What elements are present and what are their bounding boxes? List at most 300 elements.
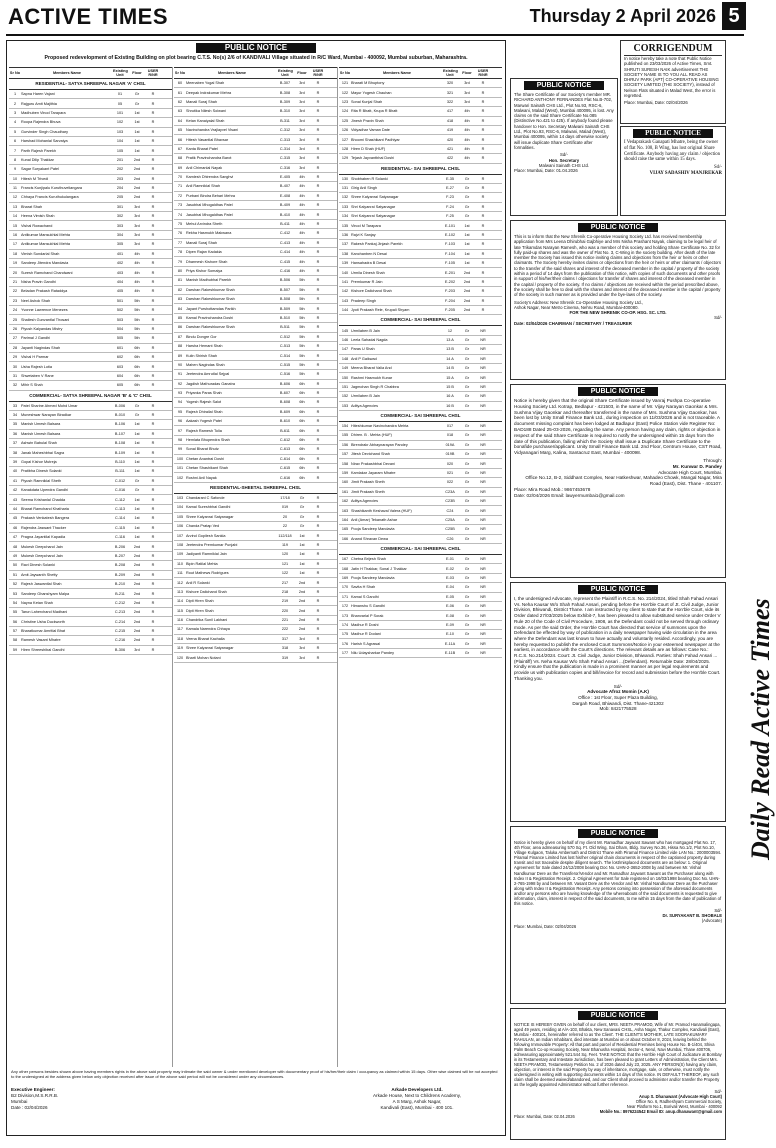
table-cell: 128 <box>341 146 349 151</box>
table-cell: 152 <box>341 394 349 399</box>
table-cell: 2nd <box>133 610 141 615</box>
table-row <box>339 203 502 212</box>
table-cell: Rajguru Amit Majithia <box>21 101 57 106</box>
table-header-row <box>339 67 502 79</box>
table-cell: F-205 <box>445 308 455 313</box>
table-cell: Ketan Kanaiyalal Shah <box>186 118 225 123</box>
table-cell: 176 <box>341 641 349 646</box>
table-cell: 4th <box>299 193 305 198</box>
table-cell: 3rd <box>134 242 140 247</box>
table-row <box>174 578 337 587</box>
table-cell: 301 <box>116 204 124 209</box>
table-row <box>174 229 337 238</box>
table-cell: Gr <box>464 328 470 333</box>
table-cell: Yogesh Rajesh Salot <box>186 400 222 405</box>
table-cell: Antikumar Mansukhlal Mehta <box>21 242 70 247</box>
table-cell: 2nd <box>463 298 471 303</box>
table-cell: Sagar Suryakant Patel <box>21 167 59 172</box>
table-cell: C-512 <box>279 334 291 339</box>
table-cell: Shree Kalyanrai Satyanagar <box>186 646 234 651</box>
table-row <box>9 617 172 626</box>
table-cell: 2nd <box>133 186 141 191</box>
table-cell: 55 <box>12 610 18 615</box>
table-cell: 102 <box>116 120 124 125</box>
table-cell: Bharat Ramchand Khatharia <box>21 506 69 511</box>
table-cell: Kishore Dalichand Shah <box>186 589 227 594</box>
table-cell: 21 <box>12 280 18 284</box>
table-cell: Nayna Ketan Shah <box>21 600 53 605</box>
table-cell: Gr <box>464 471 470 476</box>
table-row <box>339 488 502 497</box>
table-cell: B-207 <box>114 553 126 558</box>
table-cell: 58 <box>12 638 18 643</box>
table-row <box>174 426 337 435</box>
table-cell: Aditya Agencies <box>351 403 379 408</box>
table-cell: Jeetendra Premkumar Punjabi <box>186 542 238 547</box>
notice-heading: PUBLIC NOTICE <box>578 223 658 232</box>
table-row <box>9 561 172 570</box>
table-cell: 3rd <box>134 647 140 652</box>
table-row <box>174 408 337 417</box>
table-cell: E-01 <box>445 557 455 562</box>
table-row <box>339 555 502 564</box>
table-cell: Birendrakr Abhaynarayan Pandey <box>351 442 408 447</box>
table-cell: Harshad Mohanlal Sarvaiya <box>21 139 68 144</box>
table-cell: R <box>481 270 485 275</box>
table-cell: 65 <box>177 128 183 133</box>
table-cell: R <box>316 128 320 133</box>
table-cell: 146 <box>341 337 349 342</box>
table-cell: Jagmohan Singh R Chabbra <box>351 384 399 389</box>
sign-line: Dargah Road, Bhiwandi, Dist. Thane-421302 <box>572 700 664 706</box>
table-row <box>174 267 337 276</box>
table-cell: 6th <box>299 475 305 480</box>
table-cell: Hitesh Vasantlal Bhavsar <box>186 137 229 142</box>
table-cell: Chhaya Francis Kuruthukulangara <box>21 195 79 200</box>
table-row <box>339 535 502 544</box>
table-row <box>9 486 172 495</box>
table-cell: 17/18 <box>280 495 290 500</box>
table-cell: Meena Bharat Valia And <box>351 366 392 371</box>
table-cell: 111 <box>177 571 183 576</box>
table-cell: Beladan Prakash Rataddya <box>21 289 68 294</box>
table-cell: 68 <box>177 156 183 161</box>
table-cell: Bipin Ratilal Mehta <box>186 561 218 566</box>
table-cell: R <box>151 572 155 577</box>
table-cell: R <box>151 223 155 228</box>
letters-of-administration-notice <box>510 1008 726 1140</box>
table-cell: Vinod M Tarapara <box>351 223 381 228</box>
table-cell: E-09 <box>445 622 455 627</box>
table-cell: Pragna Jayantilal Kapadia <box>21 535 66 540</box>
table-cell: 66 <box>177 137 183 142</box>
table-cell: 13 A <box>446 337 454 342</box>
table-cell: 4th <box>299 222 305 227</box>
table-row <box>339 506 502 515</box>
table-row <box>339 431 502 440</box>
table-cell: R <box>151 204 155 209</box>
table-row <box>9 278 172 287</box>
table-cell: E-408 <box>279 193 291 198</box>
table-row <box>339 221 502 230</box>
table-cell: 105 <box>116 148 124 153</box>
table-cell: 114 <box>176 599 184 604</box>
sign-line: Place: Mumbai, Date: 02/04/2026 <box>624 100 688 106</box>
table-cell: 12 <box>12 195 18 200</box>
table-cell: 15 B <box>446 384 454 389</box>
table-cell: R <box>316 137 320 142</box>
table-cell: R <box>316 466 320 471</box>
table-cell: Gr <box>464 366 470 371</box>
table-cell: Gr <box>464 403 470 408</box>
table-cell: 13 <box>12 204 18 209</box>
table-cell: R <box>151 129 155 134</box>
table-cell: 41 <box>12 478 18 483</box>
table-row <box>339 297 502 306</box>
column-header: Sr No <box>339 71 351 75</box>
table-cell: 31 <box>12 373 18 378</box>
table-cell: 70 <box>177 175 183 180</box>
table-cell: R <box>316 231 320 236</box>
table-cell: 44 <box>12 506 18 511</box>
table-cell: Gr <box>464 186 470 191</box>
table-cell: 22 <box>12 289 18 294</box>
table-cell: 3rd <box>134 233 140 238</box>
table-cell: 2nd <box>133 176 141 181</box>
sign-line: Sd/- <box>714 1089 722 1094</box>
table-cell: R <box>151 364 155 369</box>
table-row <box>9 533 172 542</box>
table-cell: 5th <box>299 297 305 302</box>
table-cell: Neel Ashok Shah <box>21 298 51 303</box>
table-row <box>9 259 172 268</box>
table-cell: R <box>316 533 320 538</box>
table-cell: R <box>151 441 155 446</box>
table-cell: Anand Shravan Dewa <box>351 536 388 541</box>
table-row <box>9 315 172 324</box>
table-cell: C-513 <box>279 344 291 349</box>
table-cell: 5th <box>299 372 305 377</box>
column-header: Floor <box>462 71 472 75</box>
table-cell: Shashikanth Keshaval Valera (HUF) <box>351 508 412 513</box>
table-cell: Bindu Dongre Gor <box>186 334 217 339</box>
sign-line: Sd/- <box>714 165 722 171</box>
table-cell: C-515 <box>279 362 291 367</box>
table-cell: Anil Chimanlal Nayak <box>186 165 223 170</box>
table-cell: 123 <box>341 99 349 104</box>
table-cell: Dharmesh Kishore Shah <box>186 259 228 264</box>
table-cell: E-405 <box>279 175 291 180</box>
table-row <box>9 231 172 240</box>
table-cell: NR <box>480 594 486 599</box>
table-cell: NR <box>480 461 486 466</box>
table-cell: Parimal J Gandhi <box>21 336 51 341</box>
table-cell: R <box>316 391 320 396</box>
table-cell: Rajendra Jaswant Thacker <box>21 525 67 530</box>
table-cell: Gr <box>464 424 470 429</box>
table-cell: 217 <box>281 580 289 585</box>
table-cell: Hansahadra B Desai <box>351 261 387 266</box>
table-cell: R <box>316 269 320 273</box>
table-cell: 84 <box>177 306 183 311</box>
table-cell: R <box>151 148 155 153</box>
table-cell: 172 <box>341 604 349 609</box>
table-cell: Muneshwar Narayan Biradkar <box>21 413 72 418</box>
table-cell: C-213 <box>114 610 126 615</box>
table-row <box>174 79 337 88</box>
table-cell: NR <box>480 424 486 429</box>
table-cell: Amit Jaywanth Shetty <box>21 572 58 577</box>
table-cell: 2nd <box>133 629 141 634</box>
table-cell: Sonal Bharat Bhutz <box>186 447 219 452</box>
vertical-banner-text: Daily Read Active Times <box>746 598 775 860</box>
table-cell: B-211 <box>115 591 125 596</box>
table-cell: E-35 <box>445 176 455 181</box>
table-row <box>9 514 172 523</box>
table-cell: 61 <box>177 90 183 95</box>
table-cell: Jimit Prakash Sheth <box>351 489 385 494</box>
table-cell: B-307 <box>279 81 291 86</box>
table-cell: Roshni Anil Nayak <box>186 475 217 480</box>
table-cell: Arvind Gopilesh Sankla <box>186 533 226 538</box>
table-row <box>9 118 172 127</box>
table-cell: R <box>151 242 155 247</box>
table-cell: R <box>316 475 320 480</box>
table-cell: Gr <box>464 442 470 447</box>
table-row <box>9 448 172 457</box>
table-cell: Shrutika Nilesh Soiwani <box>186 109 226 114</box>
table-cell: 15 <box>12 223 18 228</box>
table-cell: NR <box>480 499 486 504</box>
table-cell: Jimit Prakash Sheth <box>351 480 385 485</box>
table-cell: 2nd <box>133 553 141 558</box>
table-cell: C-112 <box>114 497 126 502</box>
table-row <box>174 154 337 163</box>
table-cell: NR <box>480 508 486 513</box>
unity-bank-notice <box>510 384 726 578</box>
table-cell: 403 <box>116 270 124 275</box>
table-cell: 52 <box>12 582 18 587</box>
table-cell: NR <box>480 613 486 618</box>
table-cell: 220 <box>281 608 289 613</box>
table-cell: C-316 <box>279 165 291 170</box>
table-cell: R <box>316 146 320 151</box>
table-cell: 5th <box>134 298 140 303</box>
issue-date: Thursday 2 April 2026 <box>529 6 716 26</box>
table-cell: Chetan Shashikant Shah <box>186 466 229 471</box>
table-cell: 1st <box>464 242 470 247</box>
table-cell: R <box>316 381 320 386</box>
newspaper-title: ACTIVE TIMES <box>8 4 169 29</box>
table-cell: C26 <box>446 536 454 541</box>
table-cell: F-103 <box>445 242 455 247</box>
table-row <box>9 212 172 221</box>
table-cell: 2nd <box>133 591 141 596</box>
table-cell: 219 <box>281 599 289 604</box>
table-cell: 47 <box>12 535 18 540</box>
table-cell: R <box>316 240 320 245</box>
table-row <box>174 192 337 201</box>
table-row <box>174 257 337 266</box>
table-cell: R <box>481 146 485 151</box>
table-cell: 1st <box>134 497 140 502</box>
table-cell: NR <box>480 575 486 580</box>
table-cell: 1st <box>134 120 140 125</box>
table-cell: Rakesh Pankaj Jinjash Parekh <box>351 242 403 247</box>
table-row <box>174 503 337 512</box>
table-cell: B-607 <box>279 391 291 396</box>
table-row <box>174 531 337 540</box>
table-cell: Vidyadhar Vaman Date <box>351 128 390 133</box>
notice-body: In notice hereby take a note that Public Notice published on 23/03/2026 of Active Times, Smt. SHRUTI SURESH NAIK advertisement THE SOCIETY NAME IS TO YOU ALL READ AS DHRUV PARK (APT) CO-OPERATIVE HOUSING SOCIETY LIMITED (THE SOCIETY), instead of Nelson Flats situated in Malad West, the error is regretted. <box>624 56 719 99</box>
table-cell: 4th <box>299 184 305 189</box>
table-cell: C-516 <box>279 372 291 377</box>
sign-line: Sd/- <box>560 152 568 158</box>
table-row <box>9 636 172 645</box>
table-row <box>339 649 502 658</box>
table-cell: Kunal Dilip Thakkar <box>21 157 54 162</box>
table-cell: Gr <box>464 622 470 627</box>
table-cell: R <box>316 90 320 95</box>
table-cell: 155 <box>341 433 349 438</box>
table-cell: R <box>151 553 155 558</box>
table-row <box>9 334 172 343</box>
table-cell: 321 <box>446 90 454 95</box>
table-row <box>9 90 172 99</box>
table-cell: B-410 <box>279 212 291 217</box>
table-cell: Gr <box>464 517 470 522</box>
table-row <box>9 137 172 146</box>
table-cell: Gr <box>464 527 470 532</box>
table-cell: E-05 <box>445 594 455 599</box>
mortgage-documents-notice <box>510 826 726 1004</box>
table-cell: 6th <box>299 400 305 405</box>
table-row <box>339 516 502 525</box>
table-cell: C-615 <box>279 466 291 471</box>
table-cell: R <box>316 109 320 114</box>
sign-line: Place: Mumbai, Date: 01.04.2026 <box>514 168 578 174</box>
table-cell: R <box>151 422 155 427</box>
table-cell: 5th <box>299 278 305 283</box>
table-cell: Sapna Haren Vajani <box>21 92 55 97</box>
table-row <box>174 182 337 191</box>
table-row <box>339 469 502 478</box>
table-cell: Gr <box>464 604 470 609</box>
table-cell: 135 <box>341 223 349 228</box>
table-cell: R <box>151 373 155 378</box>
table-row <box>174 380 337 389</box>
table-header-row <box>174 67 337 79</box>
table-cell: R <box>151 488 155 493</box>
table-cell: 82 <box>177 287 183 292</box>
table-cell: 163 <box>341 508 349 513</box>
table-cell: B-106 <box>114 422 126 427</box>
table-cell: C23B <box>445 499 455 504</box>
table-cell: 67 <box>177 146 183 151</box>
table-cell: Gr <box>464 356 470 361</box>
table-cell: Vishal Rowachand <box>21 223 53 228</box>
table-cell: C-415 <box>279 259 291 264</box>
table-cell: 3rd <box>464 81 470 86</box>
table-row <box>9 268 172 277</box>
table-row <box>174 333 337 342</box>
table-cell: 1st <box>134 148 140 153</box>
table-cell: 1st <box>464 251 470 256</box>
table-row <box>339 326 502 335</box>
table-cell: 63 <box>177 109 183 114</box>
table-cell: Chetna Brijesh Shah <box>351 557 386 562</box>
table-cell: Bhoomi Shashikant Padhiyar <box>351 137 400 142</box>
table-cell: R <box>481 308 485 313</box>
developer-line: Arkade Developers Ltd. <box>391 1087 443 1092</box>
table-cell: Gr <box>464 557 470 562</box>
table-row <box>174 653 337 662</box>
table-row <box>9 571 172 580</box>
table-cell: 79 <box>177 259 183 264</box>
table-cell: E-08 <box>445 613 455 618</box>
table-cell: R <box>316 259 320 264</box>
table-row <box>339 497 502 506</box>
table-cell: Gr <box>464 594 470 599</box>
table-cell: C-412 <box>279 231 291 236</box>
table-cell: Pratibha Dinesh Solanki <box>21 469 62 474</box>
table-cell: 20 <box>12 270 18 275</box>
table-cell: Gurvinder Singh Chaudhary <box>21 129 69 134</box>
table-cell: C-314 <box>279 146 291 151</box>
table-row <box>174 494 337 503</box>
table-cell: B-206 <box>114 544 126 549</box>
table-cell: E-102 <box>444 233 456 238</box>
table-cell: R <box>151 506 155 511</box>
table-cell: C-115 <box>114 525 126 530</box>
table-cell: B-510 <box>279 315 291 320</box>
table-cell: Roopa Rajendra Bhuva <box>21 120 61 125</box>
table-cell: Veena Bharat Kachalia <box>186 636 225 641</box>
table-cell: 14 A <box>446 356 454 361</box>
table-cell: 3rd <box>299 165 305 170</box>
table-cell: Gr <box>464 632 470 637</box>
table-cell: Gr <box>299 524 305 529</box>
table-cell: 78 <box>177 250 183 255</box>
table-cell: NR <box>480 604 486 609</box>
table-cell: 317 <box>281 636 289 641</box>
table-cell: Piyush Kalyandas Mistry <box>21 326 63 331</box>
table-cell: R <box>151 413 155 418</box>
table-row <box>174 522 337 531</box>
table-cell: R <box>151 298 155 303</box>
table-cell: Mihir S Shah <box>21 383 43 388</box>
table-cell: 11 <box>13 186 17 191</box>
table-row <box>9 165 172 174</box>
table-cell: 3rd <box>134 214 140 219</box>
table-row <box>339 355 502 364</box>
table-cell: 117 <box>176 627 184 632</box>
table-cell: Anil R Solanki <box>186 580 210 585</box>
table-cell: 5th <box>299 362 305 367</box>
table-cell: 6th <box>299 428 305 433</box>
table-cell: Gr <box>134 101 140 106</box>
table-cell: 1st <box>134 506 140 511</box>
table-cell: 3rd <box>299 146 305 151</box>
table-cell: B-208 <box>114 563 126 568</box>
table-cell: C-012 <box>114 478 126 483</box>
table-cell: 12 <box>447 328 453 333</box>
engineer-line: Executive Engineer: <box>11 1087 55 1092</box>
table-cell: R <box>316 99 320 104</box>
table-cell: Gr <box>464 337 470 342</box>
table-cell: Gr <box>464 480 470 485</box>
table-cell: 5th <box>134 308 140 313</box>
